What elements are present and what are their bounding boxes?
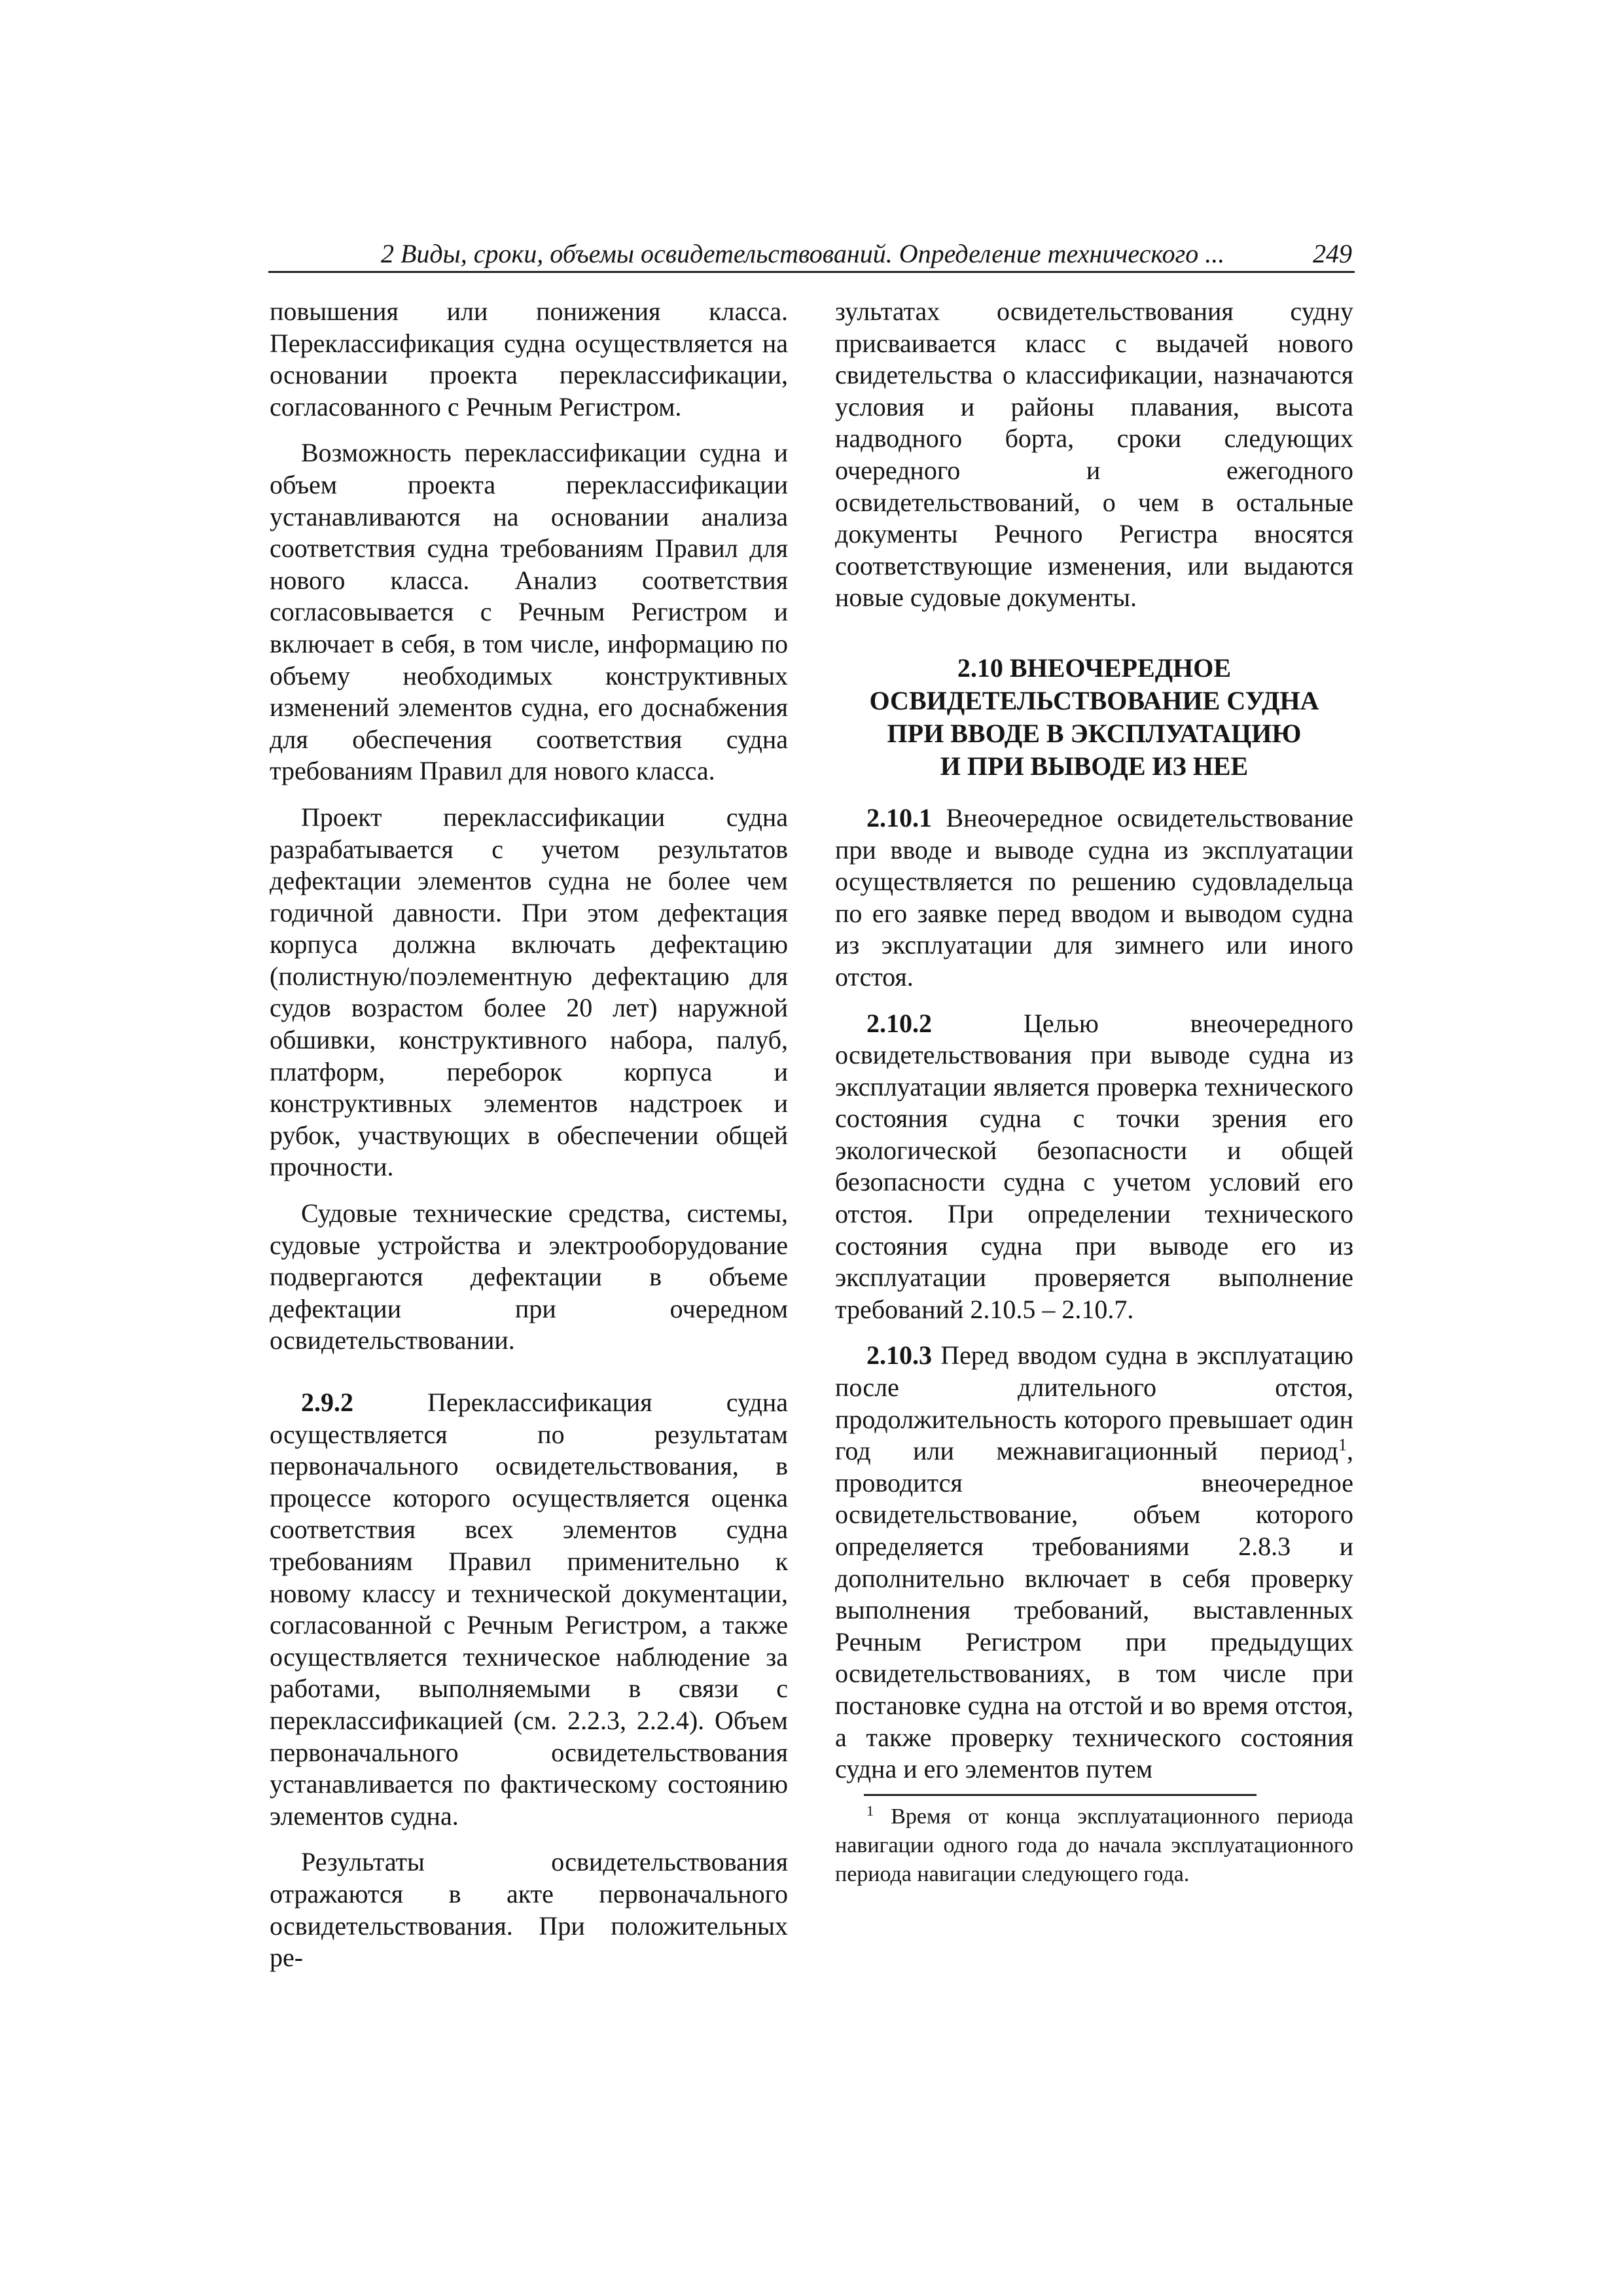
clause-number: 2.10.3: [866, 1340, 932, 1371]
left-column: [270, 296, 788, 1974]
clause-text: Перед вводом судна в эксплуатацию после длительного отстоя, продолжительность которого превышает один год или межнавигационный период: [835, 1340, 1353, 1466]
footnote-text: Время от конца эксплуатационного периода навигации одного года до начала эксплуатационного периода навигации следующего года.: [835, 1804, 1353, 1886]
clause-number: 2.9.2: [301, 1388, 353, 1417]
footnote: [835, 1803, 1353, 1889]
paragraph: Возможность переклассификации судна и объем проекта переклассификации устанавливаются на основании анализа соответствия судна требованиям Правил для нового класса. Анализ соответствия согласовывается с Речным Регистром и включает в себя, в том числе, информацию по объему необходимых конструктивных изменений элементов судна, его доснабжения для обеспечения соответствия судна требованиям Правил для нового класса.: [270, 438, 788, 786]
clause-2-10-3: [835, 1340, 1353, 1785]
running-head: [268, 237, 1355, 273]
section-heading-line: ОСВИДЕТЕЛЬСТВОВАНИЕ СУДНА: [869, 685, 1319, 715]
section-heading-line: И ПРИ ВЫВОДЕ ИЗ НЕЕ: [940, 751, 1249, 781]
running-head-title: 2 Виды, сроки, объемы освидетельствований. Определение технического ...: [381, 239, 1225, 268]
clause-2-9-2: [270, 1387, 788, 1832]
page-number: 249: [1313, 239, 1352, 268]
paragraph-continuation: повышения или понижения класса. Переклассификация судна осуществляется на основании проекта переклассификации, согласованного с Речным Регистром.: [270, 296, 788, 422]
clause-text: , проводится внеочередное освидетельствование, объем которого определяется требованиями 2.8.3 и дополнительно включает в себя проверку выполнения требований, выставленных Речным Регистром при предыдущих освидетельствованиях, в том числе при постановке судна на отстой и во время отстоя, а также проверку технического состояния судна и его элементов путем: [835, 1436, 1353, 1784]
paragraph: Судовые технические средства, системы, судовые устройства и электрооборудование подвергаются дефектации в объеме дефектации при очередном освидетельствовании.: [270, 1198, 788, 1355]
footnote-divider: [864, 1794, 1257, 1796]
section-heading-line: 2.10 ВНЕОЧЕРЕДНОЕ: [957, 653, 1232, 683]
footnote-mark: 1: [866, 1803, 874, 1819]
section-heading: [835, 652, 1353, 783]
clause-text: Переклассификация судна осуществляется по результатам первоначального освидетельствования, в процессе которого осуществляется оценка соответствия всех элементов судна требованиям Правил применительно к новому классу и технической документации, согласованной с Речным Регистром, а также осуществляется техническое наблюдение за работами, выполняемыми в связи с переклассификацией (см. 2.2.3, 2.2.4). Объем первоначального освидетельствования устанавливается по фактическому состоянию элементов судна.: [270, 1388, 788, 1831]
section-heading-line: ПРИ ВВОДЕ В ЭКСПЛУАТАЦИЮ: [887, 718, 1302, 748]
footnote-reference: 1: [1338, 1435, 1347, 1455]
right-column: [835, 296, 1353, 1785]
clause-number: 2.10.2: [866, 1008, 932, 1038]
paragraph: Результаты освидетельствования отражаются в акте первоначального освидетельствования. При положительных ре-: [270, 1847, 788, 1973]
paragraph-continuation: зультатах освидетельствования судну присваивается класс с выдачей нового свидетельства о классификации, назначаются условия и районы плавания, высота надводного борта, сроки следующих очередного и ежегодного освидетельствований, о чем в остальные документы Речного Регистра вносятся соответствующие изменения, или выдаются новые судовые документы.: [835, 296, 1353, 613]
paragraph: Проект переклассификации судна разрабатывается с учетом результатов дефектации элементов судна не более чем годичной давности. При этом дефектация корпуса должна включать дефектацию (полистную/поэлементную дефектацию для судов возрастом более 20 лет) наружной обшивки, конструктивного набора, палуб, платформ, переборок корпуса и конструктивных элементов надстроек и рубок, участвующих в обеспечении общей прочности.: [270, 802, 788, 1182]
clause-2-10-1: [835, 802, 1353, 994]
clause-text: Целью внеочередного освидетельствования при выводе судна из эксплуатации является проверка технического состояния судна с точки зрения его экологической безопасности и общей безопасности судна с учетом условий его отстоя. При определении технического состояния судна при выводе его из эксплуатации проверяется выполнение требований 2.10.5 – 2.10.7.: [835, 1008, 1353, 1324]
clause-2-10-2: [835, 1008, 1353, 1326]
clause-number: 2.10.1: [866, 802, 932, 833]
clause-text: Внеочередное освидетельствование при вводе и выводе судна из эксплуатации осуществляется по решению судовладельца по его заявке перед вводом и выводом судна из эксплуатации для зимнего или иного отстоя.: [835, 802, 1353, 992]
